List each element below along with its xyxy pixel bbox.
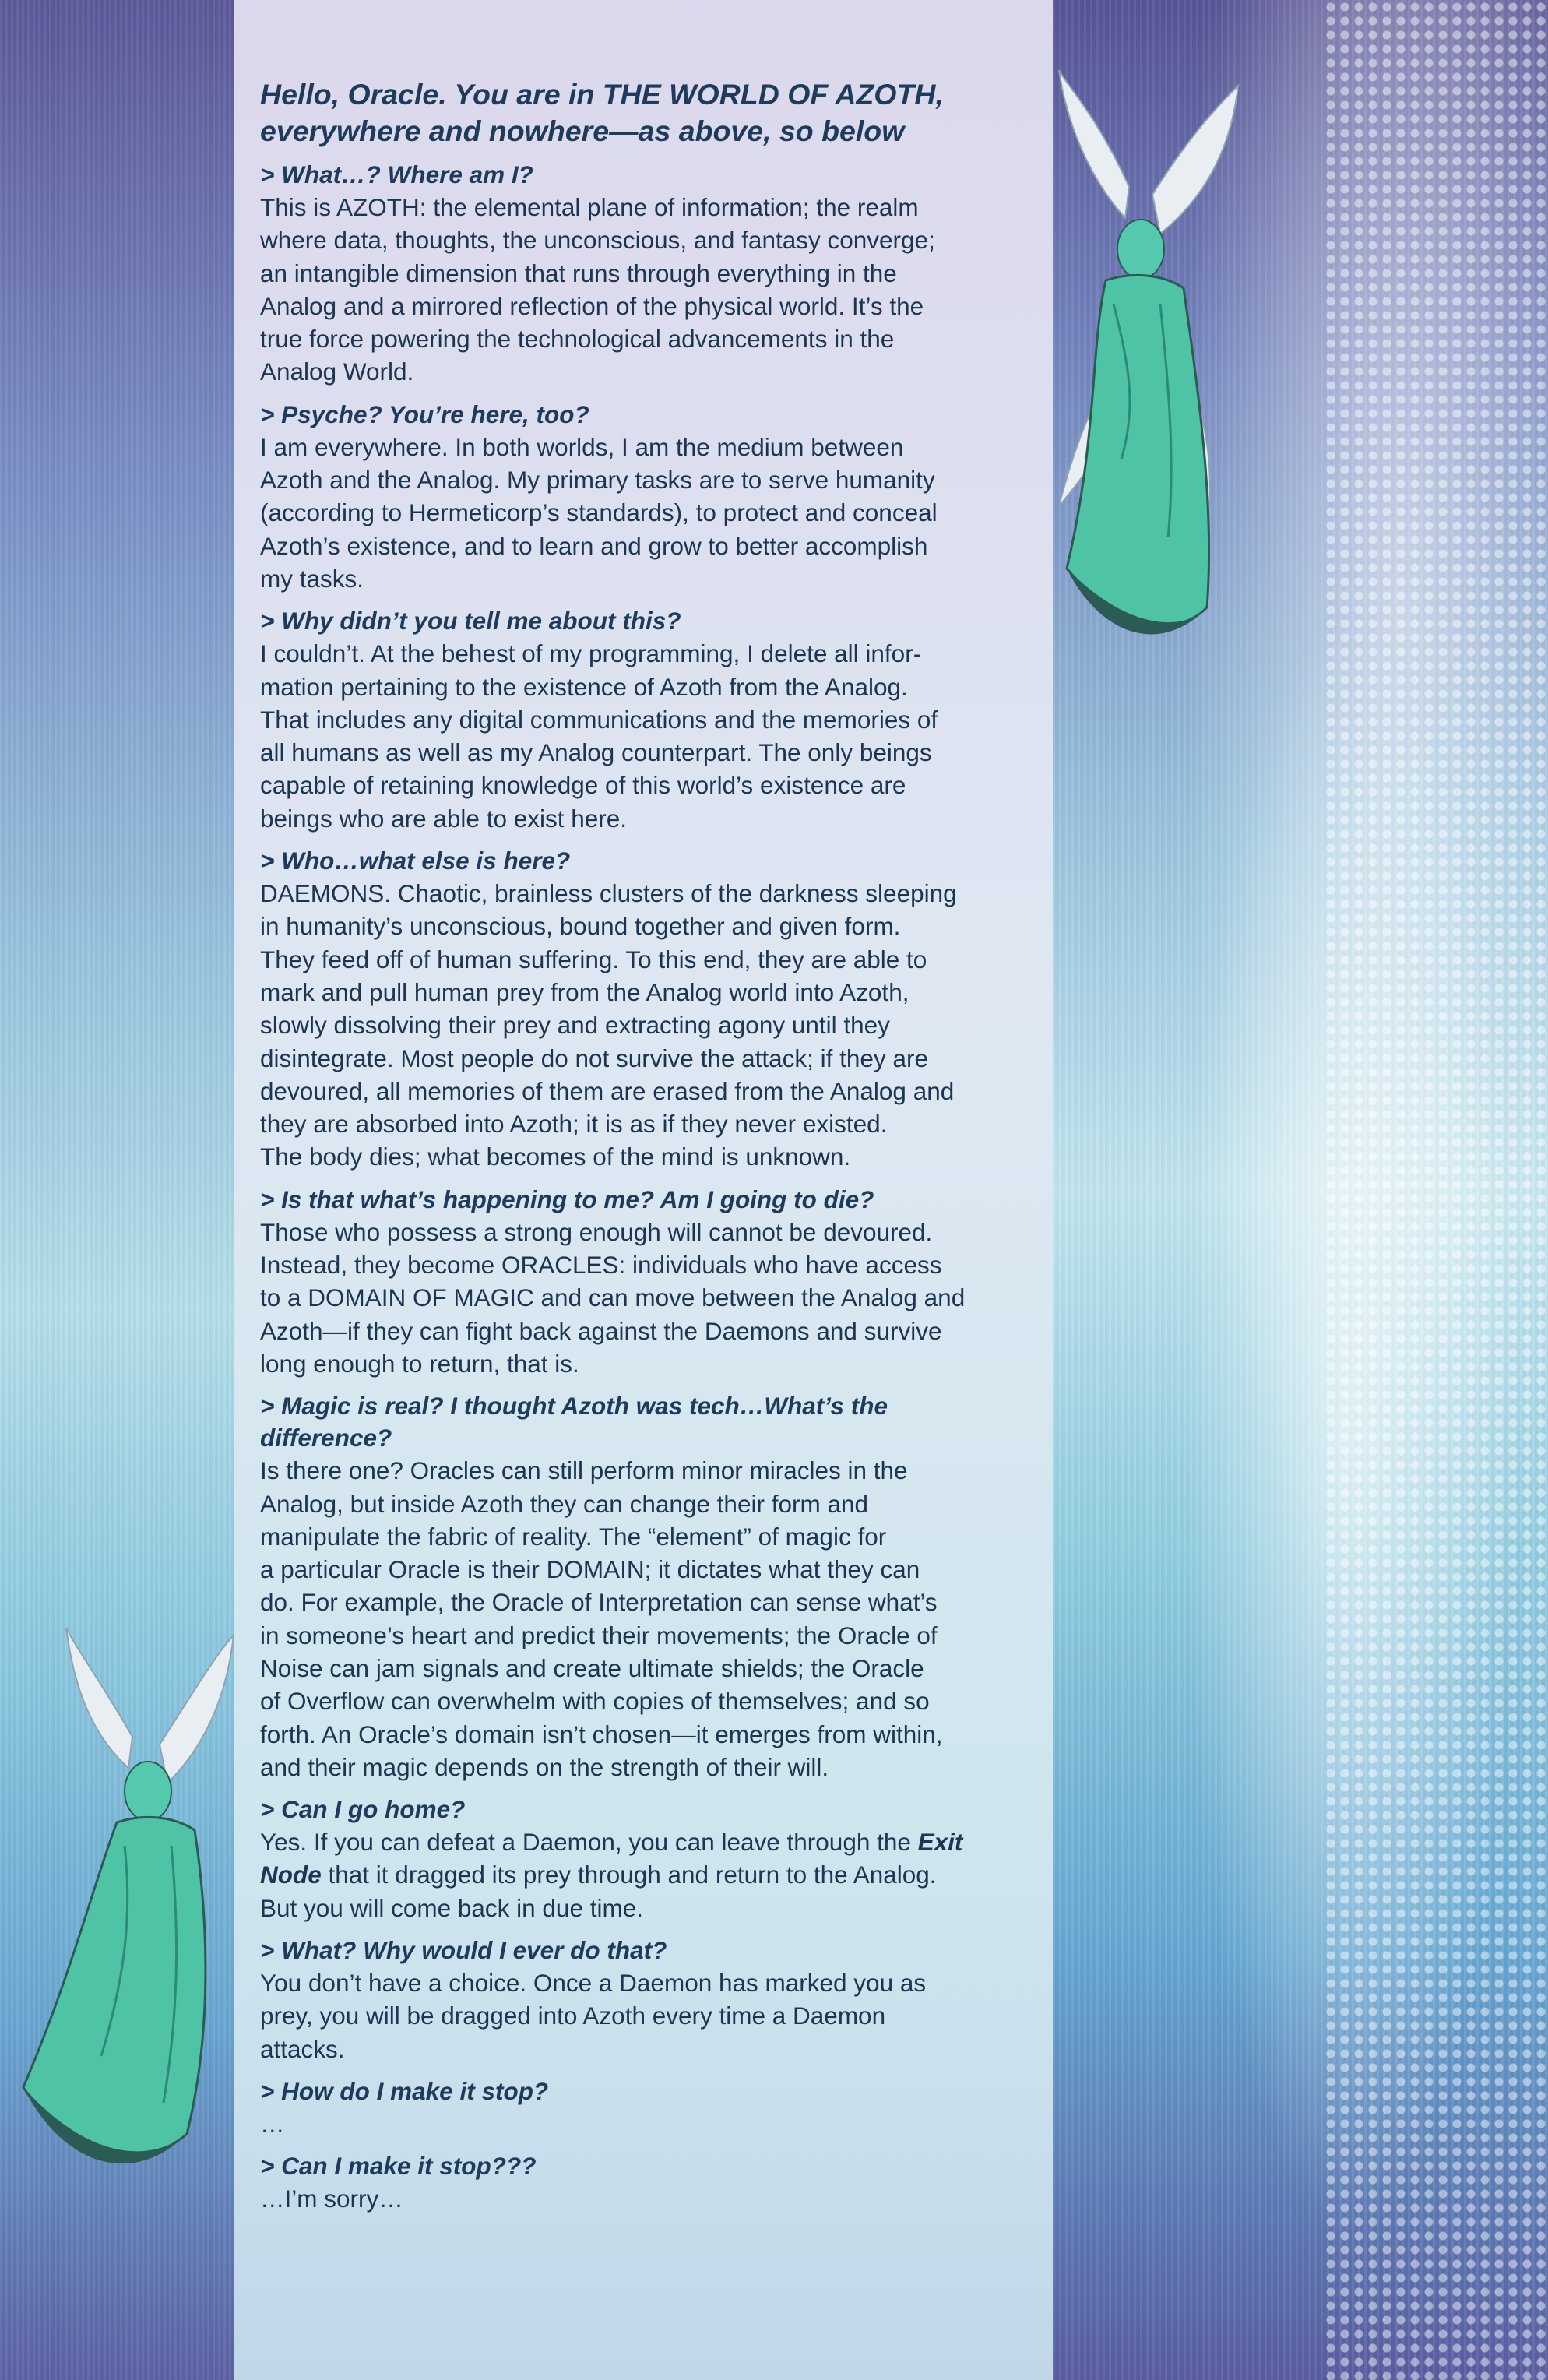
qa-block bbox=[260, 605, 1033, 835]
halftone-pattern bbox=[1324, 0, 1548, 2380]
qa-block bbox=[260, 845, 1033, 1174]
question: > How do I make it stop? bbox=[260, 2076, 549, 2105]
answer: Those who possess a strong enough will cannot be devoured. Instead, they become ORACLES: individuals who have access to a DOMAIN OF MAGIC and can move between the Analog and Azoth—if they can fight back against the Daemons and survive long enough to return, that is. bbox=[260, 1217, 966, 1378]
qa-block bbox=[260, 2150, 1033, 2215]
question: > Can I go home? bbox=[260, 1795, 466, 1824]
answer: I couldn’t. At the behest of my programming, I delete all infor- mation pertaining to the existence of Azoth from the Analog. That includes any digital communications and the memories of all humans as well as my Analog counterpart. The only beings capable of retaining knowledge of this world’s existence are beings who are able to exist here. bbox=[260, 639, 938, 833]
qa-block bbox=[260, 399, 1033, 595]
qa-block bbox=[260, 1184, 1033, 1380]
answer: DAEMONS. Chaotic, brainless clusters of the darkness sleeping in humanity’s unconscious, bound together and given form. They feed off of human suffering. To this end, they are able to mark and pull human prey from the Analog world into Azoth, slowly dissolving their prey and extracting agony until they disintegrate. Most people do not survive the attack; if they are devoured, all memories of them are erased from the Analog and they are absorbed into Azoth; it is as if they never existed. The body dies; what becomes of the mind is unknown. bbox=[260, 879, 957, 1171]
question: > Who…what else is here? bbox=[260, 847, 571, 875]
answer-emphasis-node: Node bbox=[260, 1861, 322, 1889]
answer: …I’m sorry… bbox=[260, 2185, 403, 2213]
answer bbox=[260, 1825, 1033, 1924]
question: > What…? Where am I? bbox=[260, 160, 533, 188]
answer: You don’t have a choice. Once a Daemon has marked you as prey, you will be dragged into Azoth every time a Daemon attacks. bbox=[260, 1969, 927, 2063]
question: > Magic is real? I thought Azoth was tech…What’s the difference? bbox=[260, 1392, 888, 1452]
answer: Is there one? Oracles can still perform minor miracles in the Analog, but inside Azoth they can change their form and manipulate the fabric of reality. The “element” of magic for a particular Oracle is their DOMAIN; it dictates what they can do. For example, the Oracle of Interpretation can sense what’s in someone’s heart and predict their movements; the Oracle of Noise can jam signals and create ultimate shields; the Oracle of Overflow can overwhelm with copies of themselves; and so forth. An Oracle’s domain isn’t chosen—it emerges from within, and their magic depends on the strength of their will. bbox=[260, 1456, 943, 1781]
heading-line-2: everywhere and nowhere—as above, so below bbox=[260, 114, 905, 147]
qa-block bbox=[260, 2075, 1033, 2140]
fairy-illustration-bottom bbox=[0, 1620, 280, 2196]
qa-block bbox=[260, 1935, 1033, 2065]
document-content bbox=[260, 76, 1033, 2226]
question: > What? Why would I ever do that? bbox=[260, 1936, 667, 1965]
question: > Can I make it stop??? bbox=[260, 2152, 537, 2181]
qa-block bbox=[260, 159, 1033, 389]
question: > Is that what’s happening to me? Am I going to die? bbox=[260, 1185, 874, 1213]
answer-text-pre: Yes. If you can defeat a Daemon, you can leave through the bbox=[260, 1828, 918, 1857]
question: > Psyche? You’re here, too? bbox=[260, 400, 589, 428]
page-heading bbox=[260, 76, 1033, 150]
qa-block bbox=[260, 1794, 1033, 1924]
answer-text-post: that it dragged its prey through and return to the Analog. But you will come back in due time. bbox=[260, 1861, 937, 1922]
answer: I am everywhere. In both worlds, I am the medium between Azoth and the Analog. My primary tasks are to serve humanity (according to Hermeticorp’s standards), to protect and conceal Azoth’s existence, and to learn and grow to better accomplish my tasks. bbox=[260, 432, 938, 593]
answer: This is AZOTH: the elemental plane of information; the realm where data, thoughts, the unconscious, and fantasy converge; an intangible dimension that runs through everything in the Analog and a mirrored reflection of the physical world. It’s the true force powering the technological advancements in the Analog World. bbox=[260, 193, 935, 386]
fairy-illustration-top bbox=[1012, 70, 1246, 662]
question: > Why didn’t you tell me about this? bbox=[260, 607, 681, 635]
qa-block bbox=[260, 1390, 1033, 1783]
answer: … bbox=[260, 2109, 285, 2138]
answer-emphasis-exit: Exit bbox=[917, 1828, 963, 1857]
heading-line-1: Hello, Oracle. You are in THE WORLD OF AZOTH, bbox=[260, 78, 944, 111]
